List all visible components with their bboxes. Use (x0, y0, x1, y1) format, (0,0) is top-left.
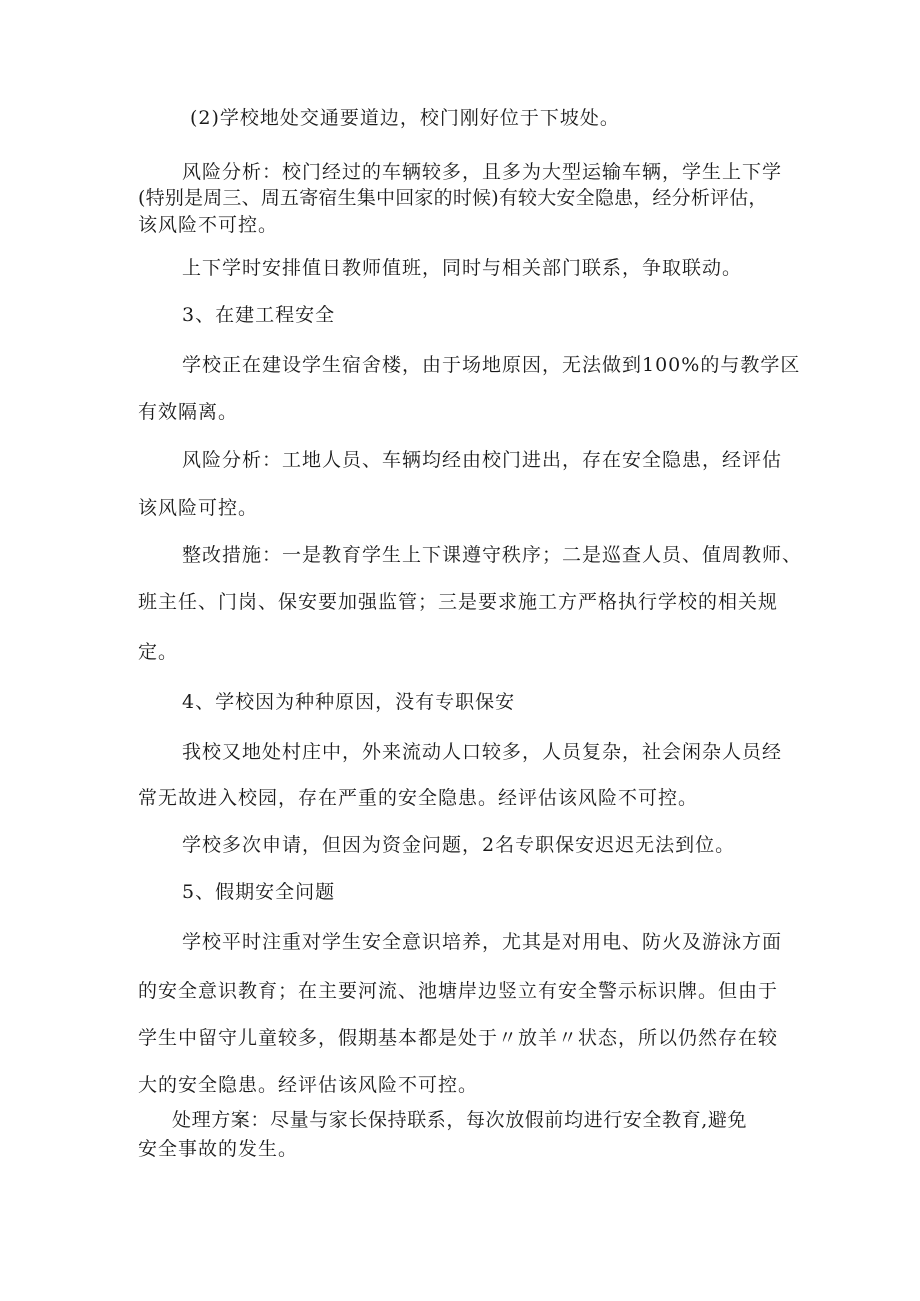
paragraph-risk-analysis-construction-line1: 风险分析：工地人员、车辆均经由校门进出，存在安全隐患，经评估 (182, 449, 783, 471)
paragraph-safety-education-line3: 学生中留守儿童较多，假期基本都是处于〃放羊〃状态，所以仍然存在较 (138, 1027, 779, 1049)
paragraph-dormitory-construction-line2: 有效隔离。 (138, 401, 239, 423)
heading-no-security-guard: 4、学校因为种种原因，没有专职保安 (182, 691, 516, 713)
paragraph-funding-issue: 学校多次申请，但因为资金问题，2名专职保安迟迟无法到位。 (182, 834, 736, 856)
paragraph-dormitory-construction-line1: 学校正在建设学生宿舍楼，由于场地原因，无法做到100%的与教学区 (182, 354, 801, 376)
paragraph-rectification-line3: 定。 (138, 641, 179, 663)
paragraph-risk-analysis-gate-line2: (特别是周三、周五寄宿生集中回家的时候)有较大安全隐患，经分析评估， (138, 187, 768, 209)
heading-construction-safety: 3、在建工程安全 (182, 304, 336, 326)
paragraph-handling-plan-line1: 处理方案：尽量与家长保持联系，每次放假前均进行安全教育,避免 (172, 1109, 748, 1131)
paragraph-rectification-line1: 整改措施：一是教育学生上下课遵守秩序；二是巡查人员、值周教师、 (182, 544, 803, 566)
paragraph-handling-plan-line2: 安全事故的发生。 (138, 1138, 299, 1160)
paragraph-village-location-line2: 常无故进入校园，存在严重的安全隐患。经评估该风险不可控。 (138, 787, 699, 809)
paragraph-risk-analysis-construction-line2: 该风险可控。 (138, 497, 259, 519)
paragraph-risk-analysis-gate-line3: 该风险不可控。 (138, 214, 279, 236)
paragraph-safety-education-line1: 学校平时注重对学生安全意识培养，尤其是对用电、防火及游泳方面 (182, 931, 783, 953)
paragraph-safety-education-line2: 的安全意识教育；在主要河流、池塘岸边竖立有安全警示标识牌。但由于 (138, 980, 779, 1002)
paragraph-traffic-location: (2)学校地处交通要道边，校门刚好位于下坡处。 (190, 107, 620, 129)
heading-holiday-safety: 5、假期安全问题 (182, 881, 336, 903)
paragraph-village-location-line1: 我校又地处村庄中，外来流动人口较多，人员复杂，社会闲杂人员经 (182, 741, 783, 763)
paragraph-rectification-line2: 班主任、门岗、保安要加强监管；三是要求施工方严格执行学校的相关规 (138, 591, 779, 613)
paragraph-risk-analysis-gate-line1: 风险分析：校门经过的车辆较多，且多为大型运输车辆，学生上下学 (182, 161, 783, 183)
paragraph-duty-arrangement: 上下学时安排值日教师值班，同时与相关部门联系，争取联动。 (182, 257, 743, 279)
paragraph-safety-education-line4: 大的安全隐患。经评估该风险不可控。 (138, 1074, 479, 1096)
